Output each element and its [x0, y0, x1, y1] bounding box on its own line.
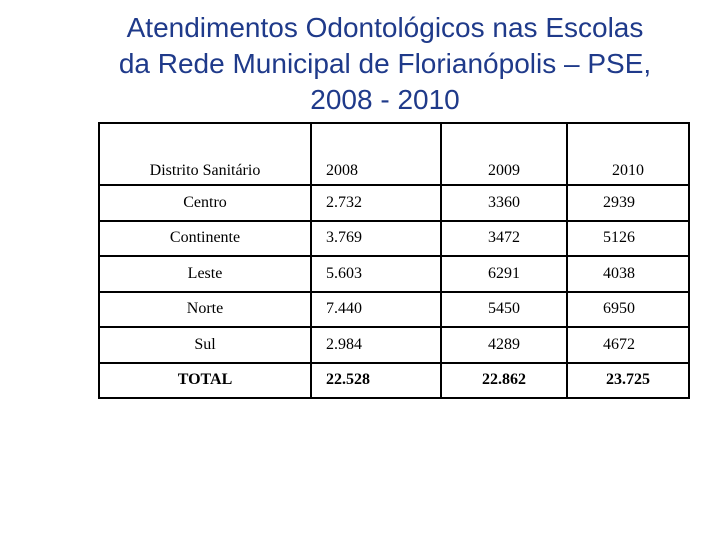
table-row: [99, 327, 689, 363]
title-line-2: da Rede Municipal de Florianópolis – PSE,: [118, 48, 652, 79]
header-2009: 2009: [441, 123, 567, 185]
cell-2010: 2939: [567, 185, 689, 221]
page-title: [40, 10, 720, 118]
cell-district: Leste: [99, 256, 311, 292]
cell-district: Norte: [99, 292, 311, 328]
cell-2010: 5126: [567, 221, 689, 257]
cell-2008: 5.603: [311, 256, 441, 292]
cell-2008: 7.440: [311, 292, 441, 328]
header-district: Distrito Sanitário: [99, 123, 311, 185]
cell-district: Sul: [99, 327, 311, 363]
table-row: [99, 185, 689, 221]
total-label: TOTAL: [99, 363, 311, 399]
cell-2010: 4038: [567, 256, 689, 292]
data-table: [98, 122, 690, 399]
total-2008: 22.528: [311, 363, 441, 399]
title-line-1: Atendimentos Odontológicos nas Escolas: [126, 12, 644, 43]
cell-2009: 5450: [441, 292, 567, 328]
cell-district: Continente: [99, 221, 311, 257]
cell-2008: 2.984: [311, 327, 441, 363]
cell-2009: 3360: [441, 185, 567, 221]
total-2010: 23.725: [567, 363, 689, 399]
cell-2009: 6291: [441, 256, 567, 292]
total-2009: 22.862: [441, 363, 567, 399]
cell-2008: 2.732: [311, 185, 441, 221]
table-row: [99, 292, 689, 328]
table-row: [99, 256, 689, 292]
table-total-row: [99, 363, 689, 399]
title-line-3: 2008 - 2010: [310, 84, 460, 115]
cell-district: Centro: [99, 185, 311, 221]
header-2010: 2010: [567, 123, 689, 185]
table-row: [99, 221, 689, 257]
header-2008: 2008: [311, 123, 441, 185]
table-header-row: [99, 123, 689, 185]
cell-2009: 3472: [441, 221, 567, 257]
cell-2010: 6950: [567, 292, 689, 328]
cell-2010: 4672: [567, 327, 689, 363]
cell-2008: 3.769: [311, 221, 441, 257]
cell-2009: 4289: [441, 327, 567, 363]
